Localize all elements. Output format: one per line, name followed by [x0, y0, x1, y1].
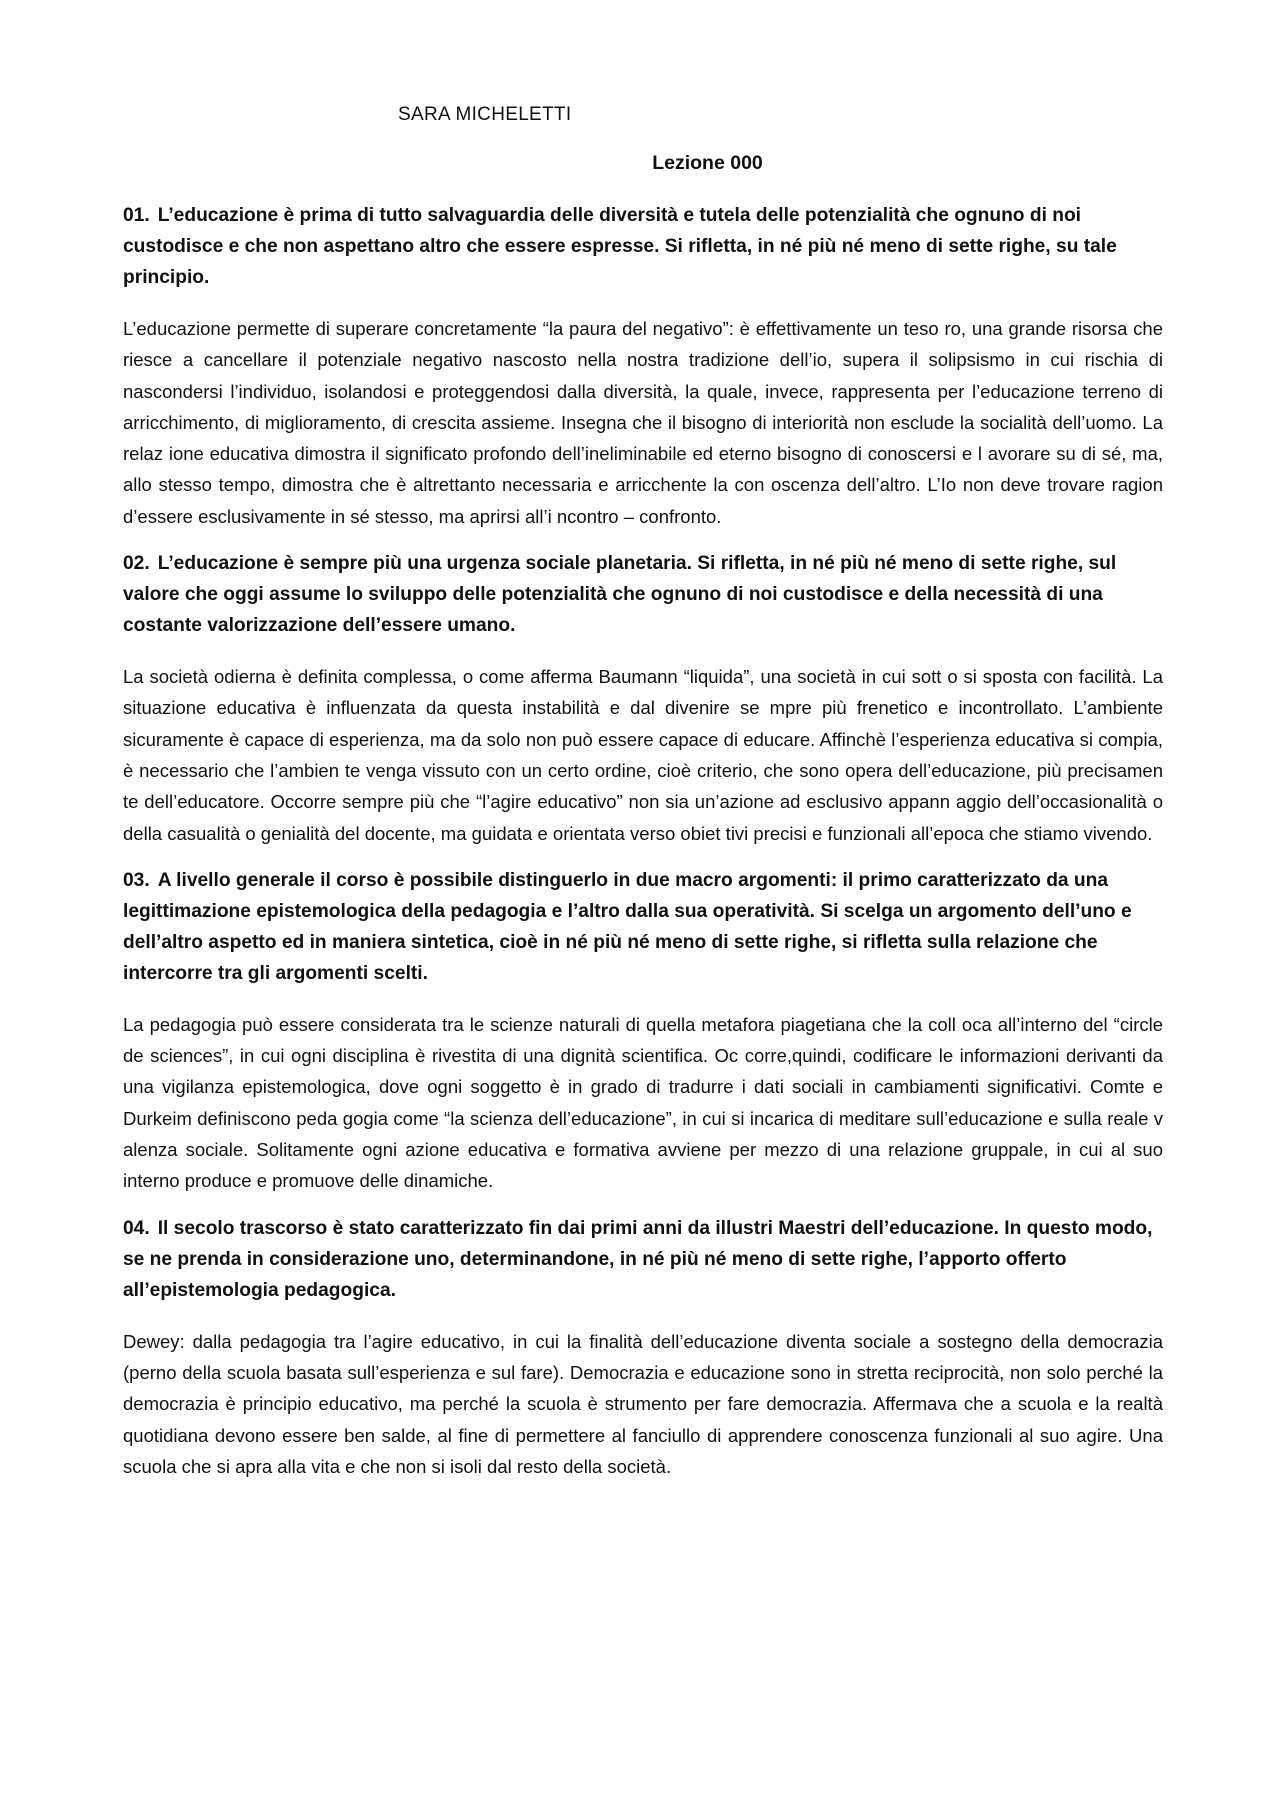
- lesson-title-text: Lezione 000: [652, 152, 763, 174]
- question-text: A livello generale il corso è possibile distinguerlo in due macro argomenti: il primo caratterizzato da una legittimazione epistemologica della pedagogia e l’altro dalla sua operatività. Si scelga un argomento dell’uno e dell’altro aspetto ed in maniera sintetica, cioè in né più né meno di sette righe, si rifletta sulla relazione che intercorre tra gli argomenti scelti.: [123, 869, 1132, 984]
- document-body: [123, 200, 1163, 1482]
- question-number: 01.: [123, 205, 150, 226]
- answer-2: La società odierna è definita complessa, o come afferma Baumann “liquida”, una società in cui sott o si sposta con facilità. La situazione educativa è influenzata da questa instabilità e dal divenire se mpre più frenetico e incontrollato. L’ambiente sicuramente è capace di esperienza, ma da solo non può essere capace di educare. Affinchè l’esperienza educativa si compia, è necessario che l’ambien te venga vissuto con un certo ordine, cioè criterio, che sono opera dell’educazione, più precisamen te dell’educatore. Occorre sempre più che “l’agire educativo” non sia un’azione ad esclusivo appann aggio dell’occasionalità o della casualità o genialità del docente, ma guidata e orientata verso obiet tivi precisi e funzionali all’epoca che stiamo vivendo.: [123, 666, 1163, 844]
- author-name: SARA MICHELETTI: [398, 104, 572, 125]
- question-1: [123, 200, 1163, 293]
- question-2: [123, 548, 1163, 641]
- question-text: L’educazione è prima di tutto salvaguardia delle diversità e tutela delle potenzialità che ognuno di noi custodisce e che non aspettano altro che essere espresse. Si rifletta, in né più né meno di sette righe, su tale principio.: [123, 205, 1117, 288]
- answer-4: Dewey: dalla pedagogia tra l’agire educativo, in cui la finalità dell’educazione diventa sociale a sostegno della democrazia (perno della scuola basata sull’esperienza e sul fare). Democrazia e educazione sono in stretta reciprocità, non solo perché la democrazia è principio educativo, ma perché la scuola è strumento per fare democrazia. Affermava che a scuola e la realtà quotidiana devono essere ben salde, al fine di permettere al fanciullo di apprendere conoscenza funzionali al suo agire. Una scuola che si apra alla vita e che non si isoli dal resto della società.: [123, 1330, 1163, 1477]
- question-text: L’educazione è sempre più una urgenza sociale planetaria. Si rifletta, in né più né meno di sette righe, sul valore che oggi assume lo sviluppo delle potenzialità che ognuno di noi custodisce e della necessità di una costante valorizzazione dell’essere umano.: [123, 553, 1117, 637]
- answer-3: La pedagogia può essere considerata tra le scienze naturali di quella metafora piagetiana che la coll oca all’interno del “circle de sciences”, in cui ogni disciplina è rivestita di una dignità scientifica. Oc corre,quindi, codificare le informazioni derivanti da una vigilanza epistemologica, dove ogni soggetto è in grado di tradurre i dati sociali in cambiamenti significativi. Comte e Durkeim definiscono peda gogia come “la scienza dell’educazione”, in cui si incarica di meditare sull’educazione e sulla reale v alenza sociale. Solitamente ogni azione educativa e formativa avviene per mezzo di una relazione gruppale, in cui al suo interno produce e promuove delle dinamiche.: [123, 1013, 1163, 1192]
- question-block-2: [123, 548, 1163, 849]
- question-block-3: [123, 865, 1163, 1197]
- question-number: 04.: [123, 1217, 150, 1239]
- question-3: [123, 865, 1163, 989]
- question-number: 03.: [123, 869, 150, 891]
- question-number: 02.: [123, 553, 150, 575]
- lesson-title: [0, 152, 1280, 175]
- question-4: [123, 1213, 1163, 1306]
- answer-1: L’educazione permette di superare concretamente “la paura del negativo”: è effettivamente un teso ro, una grande risorsa che riesce a cancellare il potenziale negativo nascosto nella nostra tradizione dell’io, supera il solipsismo in cui rischia di nascondersi l’individuo, isolandosi e proteggendosi dalla diversità, la quale, invece, rappresenta per l’educazione terreno di arricchimento, di miglioramento, di crescita assieme. Insegna che il bisogno di interiorità non esclude la socialità dell’uomo. La relaz ione educativa dimostra il significato profondo dell’ineliminabile ed eterno bisogno di conoscersi e l avorare su di sé, ma, allo stesso tempo, dimostra che è altrettanto necessaria e arricchente la con oscenza dell’altro. L’Io non deve trovare ragion d’essere esclusivamente in sé stesso, ma aprirsi all’i ncontro – confronto.: [123, 318, 1163, 527]
- question-block-1: [123, 200, 1163, 532]
- question-text: Il secolo trascorso è stato caratterizzato fin dai primi anni da illustri Maestri dell’educazione. In questo modo, se ne prenda in considerazione uno, determinandone, in né più né meno di sette righe, l’apporto offerto all’epistemologia pedagogica.: [123, 1217, 1153, 1301]
- question-block-4: [123, 1213, 1163, 1482]
